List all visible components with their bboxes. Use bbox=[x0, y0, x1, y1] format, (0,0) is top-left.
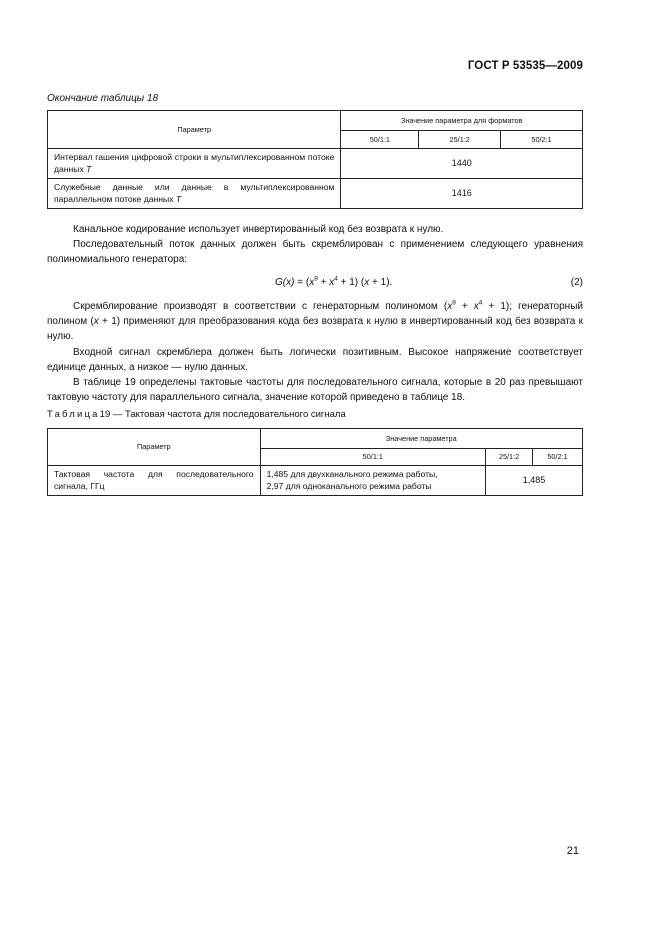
page-number: 21 bbox=[566, 845, 579, 857]
table-row bbox=[48, 149, 583, 179]
t19-format-1: 50/1:1 bbox=[260, 449, 486, 466]
t19-row-param: Тактовая частота для последовательного сигнала, ГГц bbox=[48, 466, 261, 496]
t19-param-header: Параметр bbox=[48, 429, 261, 466]
table-18 bbox=[47, 110, 583, 209]
paragraph-channel-coding: Канальное кодирование использует инвертированный код без возврата к нулю. bbox=[73, 224, 444, 235]
t18-format-1: 50/1:1 bbox=[341, 131, 419, 149]
table-19 bbox=[47, 428, 583, 496]
paragraph-polynomial: Скремблирование производят в соответствии с генераторным полиномом $(x^9 + x^4 + 1)$; генераторный полином (x + 1) применяют для преобразования кода без возврата к нулю в инвертированный код без возврата к нулю. bbox=[47, 299, 583, 343]
t18-value-group-header: Значение параметра для форматов bbox=[341, 111, 583, 131]
t18-row1-param: Интервал гашения цифровой строки в мультиплексированном потоке данных T bbox=[48, 149, 341, 179]
text-block-2 bbox=[47, 299, 583, 405]
table-row bbox=[48, 179, 583, 209]
t18-row2-value: 1416 bbox=[341, 179, 583, 209]
paragraph-input-signal: Входной сигнал скремблера должен быть логически позитивным. Высокое напряжение соответствует единице данных, а низкое — нулю данных. bbox=[47, 346, 583, 373]
t18-param-header: Параметр bbox=[48, 111, 341, 149]
t19-format-3: 50/2:1 bbox=[533, 449, 583, 466]
paragraph-clock-frequencies: В таблице 19 определены тактовые частоты для последовательного сигнала, которые в 20 раз превышают тактовую частоту для параллельного сигнала, значение которой приведено в таблице 18. bbox=[47, 377, 583, 404]
t18-row1-value: 1440 bbox=[341, 149, 583, 179]
t19-row-value-50-1-1: 1,485 для двухканального режима работы, 2,97 для одноканального режима работы bbox=[260, 466, 486, 496]
t19-value-group-header: Значение параметра bbox=[260, 429, 582, 449]
formula-expression: $G(x) = (x^9 + x^4 + 1) (x + 1)$. bbox=[275, 275, 393, 288]
table18-caption: Окончание таблицы 18 bbox=[47, 93, 159, 104]
paragraph-scrambling: Последовательный поток данных должен быть скремблирован с применением следующего уравнения полиномиального генератора: bbox=[47, 239, 583, 266]
table-row bbox=[48, 466, 583, 496]
standard-designation: ГОСТ Р 53535—2009 bbox=[467, 60, 583, 72]
t18-row2-param: Служебные данные или данные в мультиплексированном параллельном потоке данных T bbox=[48, 179, 341, 209]
t18-format-2: 25/1:2 bbox=[419, 131, 501, 149]
table19-caption: Таблица19 — Тактовая частота для последовательного сигнала bbox=[47, 409, 346, 420]
t19-format-2: 25/1:2 bbox=[486, 449, 533, 466]
t18-format-3: 50/2:1 bbox=[501, 131, 583, 149]
formula-number: (2) bbox=[570, 277, 583, 288]
text-block-1 bbox=[47, 222, 583, 268]
t19-row-value-other: 1,485 bbox=[486, 466, 583, 496]
